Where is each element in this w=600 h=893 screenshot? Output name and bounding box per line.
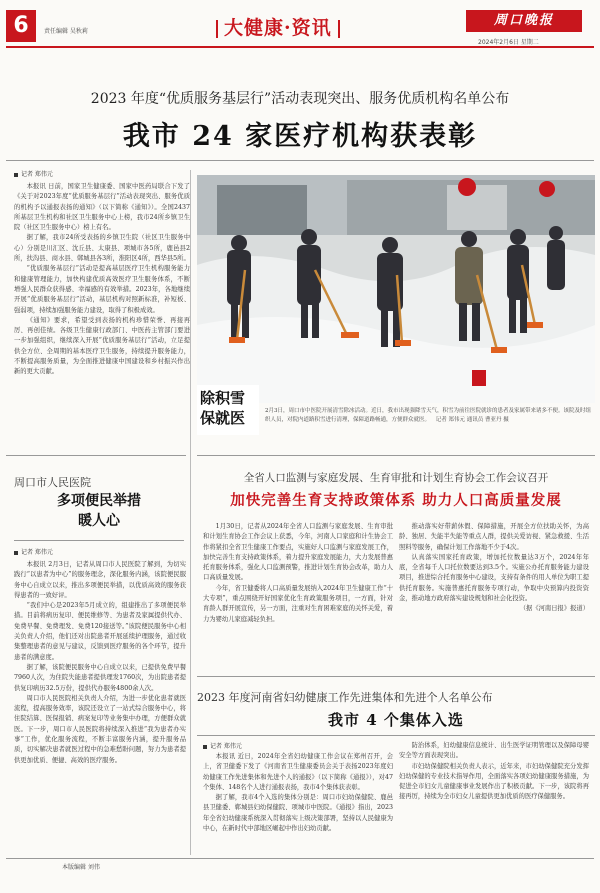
photo-caption-text: 2月3日，周口市中医院开展清雪除冰活动。近日，我市出现强降雪天气，积雪为前往医院就诊的患者及家属带来诸多不便。该院及时组织人员，对院内道路积雪进行清理，保障道路畅通，方便群众就医。 — [265, 408, 592, 423]
mid-para: 推动落实好带薪休假、保障措施，开展全方位扶助关怀，为高龄、独居、失能半失能等重点人群，提供关爱访视、紧急救援、生活照料等服务，确保计划工作落地不少于4次。 — [399, 523, 589, 551]
left-para: 周口市人民医院相关负责人介绍，为进一步优化患者就医流程，提高服务效率，该院还设立了一站式综合服务中心，将住院结算、医保报销、病案复印等业务集中办理，方便群众就医。下一步，周口市人民医院将持续深入推进“我为患者办实事”工作，优化服务流程，不断丰富服务内涵，提升服务品质，切实解决患者就医过程中的急难愁盼问题，努力为患者提供更加优质、便捷、高效的医疗服务。 — [14, 694, 186, 764]
mid-headline: 加快完善生育支持政策体系 助力人口高质量发展 — [230, 492, 562, 509]
main-para: 《通知》要求，希望受到表扬的机构珍惜荣誉、再接再厉、再创佳绩。各级卫生健康行政部门、中医药主管部门要进一步加强组织，继续深入开展“优质服务基层行”活动，立足提供全方位、全周期的基本医疗卫生服务，持续提升服务能力，不断提高服务质量，为全面推进健康中国建设和乡村振兴作出新的更大贡献。 — [14, 316, 190, 376]
lower-para: 防治体系，妇幼健康信息统计、出生医学证明管理以及保障母婴安全等方面表现突出。 — [399, 742, 589, 760]
column-title — [210, 13, 346, 40]
footer-rule — [6, 858, 594, 859]
main-para: 本报讯 日前，国家卫生健康委、国家中医药局联合下发了《关于对2023年度“优质服务基层行”活动表现突出、服务优质的机构予以通报表扬的通知》（以下简称《通知》）。全国2437所基层卫生机构和社区卫生服务中心上榜，我市24所乡镇卫生院（社区卫生服务中心）榜上有名。 — [14, 183, 190, 232]
mid-story-text-left — [203, 522, 393, 670]
lower-headline-rule — [197, 735, 595, 736]
title-bar-right — [338, 20, 340, 38]
main-story-text — [14, 182, 190, 452]
photo-illustration — [197, 175, 595, 403]
left-headline-rule — [14, 540, 184, 541]
page-number: 6 — [6, 10, 36, 42]
left-para: “我们中心是2023年5月成立的，组建推出了多项便民举措。目前将病历复印、便民维修等、为患者及家属提供代办、免费早餐、免费理发、免费120接送等。”该院便民服务中心相关负责人介绍，他们还对出院患者开展延续护理服务，通过收集整理患者的意见与建议，反馈到医疗服务的各个环节，提升患者的满意度。 — [14, 602, 186, 661]
section-rule-left — [6, 455, 186, 456]
lower-para: 市妇幼保健院相关负责人表示，近年来，市妇幼保健院充分发挥妇幼保健的专业技术指导作用，全面落实各项妇幼健康服务措施，为促进全市妇女儿童健康事业发展作出了积极贡献。下一步，该院将再接再厉，持续为全市妇女儿童提供更加优质的医疗保健服务。 — [399, 762, 589, 801]
photo-caption — [265, 407, 593, 425]
left-story-text — [14, 560, 186, 856]
photo-caption-credit: 记者 郑伟元 通讯员 曹亚丹 摄 — [435, 417, 509, 423]
snow-clearing-photo — [197, 175, 595, 403]
left-byline: 记者 郑伟元 — [14, 547, 53, 556]
main-headline: 我市 24 家医疗机构获表彰 — [122, 121, 478, 152]
photo-title-line2: 保就医 — [200, 409, 246, 427]
left-kicker: 周口市人民医院 — [14, 476, 91, 489]
headline-rule — [6, 160, 594, 161]
editor-line: 责任编辑 吴秋莉 — [44, 28, 88, 35]
header-rule — [6, 46, 594, 48]
main-byline: 记者 郑伟元 — [14, 169, 53, 178]
mid-para: 今年，省卫健委将人口高质量发展纳入2024年卫生健康工作“十大专项”，重点围绕开好国家优化生育政策服务项目，一方面，针对育龄人群开展宣传，另一方面，注重对生育困难家庭的关怀关爱，着力为婴幼儿家庭减轻负担。 — [203, 584, 393, 623]
left-headline-line1: 多项便民举措 — [57, 493, 141, 509]
left-para: 据了解，该院便民服务中心自成立以来，已提供免费早餐7960人次，为住院失能患者提供理发1760次，为出院患者提供复印病历32.5万份，提供代办服务4800余人次。 — [14, 663, 186, 692]
mid-bottom-rule — [197, 676, 595, 677]
lower-story-text-left — [203, 752, 393, 856]
left-headline-line2: 暖人心 — [78, 513, 120, 529]
issue-date: 2024年2月6日 星期二 — [478, 39, 539, 46]
left-headline — [14, 491, 184, 531]
paper-logo: 周口晚报 — [466, 10, 582, 32]
column-divider — [190, 170, 191, 855]
main-para: 据了解，我市24所受表扬的乡镇卫生院（社区卫生服务中心）分别是川汇区、沈丘县、太康县、项城市各5所，鹿邑县2所，扶沟县、商水县、郸城县各3所，淮阳区4所，西华县5所。 — [14, 234, 190, 263]
mid-para: 1月30日，记者从2024年全省人口监测与家庭发展、生育审批和计划生育协会工作会议上获悉，今年，河南人口家庭和计生协会工作将紧扣全省卫生健康工作要点，实施好人口监测与家庭发展工作，加快完善生育支持政策体系，着力提升家庭发展能力，大力发展普惠托育服务体系，强化人口监测预警，推进计划生育协会改革，助力人口高质量发展。 — [203, 523, 393, 582]
main-kicker: 2023 年度“优质服务基层行”活动表现突出、服务优质机构名单公布 — [90, 91, 510, 107]
photo-title — [200, 388, 245, 428]
column-title-text: 大健康·资讯 — [224, 17, 332, 39]
main-para: “优质服务基层行”活动是提高基层医疗卫生机构服务能力和健康管理能力，加快构建优质高效医疗卫生服务体系，不断增强人民群众获得感、幸福感的有效举措。2023年，各地继续开展“优质服务基层行”活动，基层机构对照新标准，补短板、强弱项，持续加强服务能力建设，取得了积极成效。 — [14, 265, 190, 314]
left-para: 本报讯 2月3日，记者从周口市人民医院了解到，为切实践行“以患者为中心”的服务理念，深化服务内涵，该院便民服务中心自成立以来，推出多项便民举措，以优质高效的服务获得患者的一致好评。 — [14, 561, 186, 599]
lower-byline: 记者 郑伟元 — [203, 741, 242, 750]
mid-kicker: 全省人口监测与家庭发展、生育审批和计划生育协会工作会议召开 — [243, 472, 549, 484]
mid-para: 认真落实国家托育政策，增加托位数量达3万个，2024年年底，全省每千人口托位数要达到3.5个。实施公办托育服务能力建设项目，推进综合托育服务中心建设，支持有条件的用人单位为职工提供托育服务。实施普惠托育服务专项行动，争取中央预算内投资资金，推动地方政府落实建设规划和社会化投资。 — [399, 553, 589, 603]
section-rule-mid — [197, 455, 595, 456]
photo-title-line1: 除积雪 — [200, 389, 246, 407]
title-bar-left — [216, 20, 218, 38]
lower-kicker: 2023 年度河南省妇幼健康工作先进集体和先进个人名单公布 — [197, 691, 493, 704]
mid-story-text-right — [399, 522, 589, 670]
footer-editor: 本版编辑 刘伟 — [62, 864, 100, 871]
lower-headline: 我市 4 个集体入选 — [328, 711, 464, 729]
lower-para: 本报讯 近日，2024年全省妇幼健康工作会议在郑州召开，会上，省卫健委下发了《河南省卫生健康委员会关于表扬2023年度妇幼健康工作先进集体和先进个人的通报》（以下简称《通报》），对47个集体、148名个人进行通报表扬，我市4个集体获表彰。 — [203, 753, 393, 791]
lower-para: 据了解，我市4个入选的集体分别是：周口市妇幼保健院、鹿邑县卫健委、郸城县妇幼保健院、项城市中医院。《通报》指出，2023年全省妇幼健康系统深入贯彻落实上级决策部署，坚持以人民健康为中心，在新时代中部地区崛起中作出妇幼贡献。 — [203, 794, 393, 833]
lower-story-text-right — [399, 741, 589, 856]
mid-source: （据《河南日报》报道） — [519, 605, 589, 613]
